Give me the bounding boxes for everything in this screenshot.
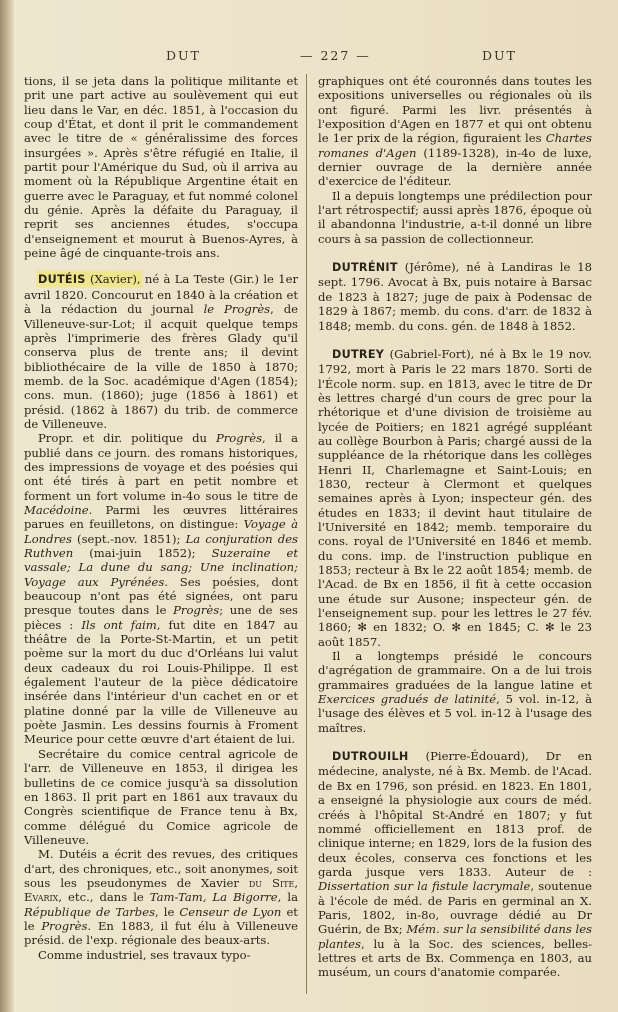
text: Propr. et dir. politique du [38,431,216,446]
entry-dutrouilh [318,749,592,980]
page-spine-shadow [0,0,14,1012]
italic-title: Ils ont faim [81,617,157,632]
italic-title: Suzeraine et vassale; La dune du sang; Une inclination; Voyage aux Pyrénées [24,546,298,589]
highlight [38,272,141,286]
paragraph-continued [318,74,592,189]
italic-title: le Progrès [203,302,271,317]
text: . Ses poésies, dont beaucoup n'ont pas été signées, ont paru presque toutes dans le [24,574,298,618]
italic-title: Macédoine [24,502,89,517]
text: . En 1883, il fut élu à Villeneuve présid. de l'exp. régionale des beaux-arts. [24,918,298,948]
italic-title: Tam-Tam, La Bigorre [149,890,278,905]
paragraph: Secrétaire du comice central agricole de l'arr. de Villeneuve en 1853, il dirigea les bulletins de ce comice jusqu'à sa dissolution en 1863. Il prit part en 1861 aux travaux du Congrès scientifique de France tenu à Bx, comme délégué du Comice agricole de Villeneuve. [24,746,298,847]
italic-title: La conjuration des Ruthven [24,531,298,560]
paragraph-continued: tions, il se jeta dans la politique militante et prit une part active au soulèvement qui eut lieu dans le Var, en déc. 1851, à l'occasion du coup d'État, et dont il prit le commandement avec le titre de « généralissime des forces insurgées ». Après s'être réfugié en Italie, il partit pour l'Amérique du Sud, où il arriva au moment où la République Argentine était en guerre avec le Paraguay, et fut nommé colonel du génie. Après la défaite du Paraguay, il reprit ses anciennes études, s'occupa d'enseignement et mourut à Buenos-Ayres, à peine âgé de cinquante-trois ans. [24,74,298,261]
left-column [24,74,298,962]
pseudonym: Evarix [24,890,59,905]
italic-title: Progrès [215,431,263,446]
entry-text: (Jérôme), né à Landiras le 18 sept. 1796. Avocat à Bx, puis notaire à Barsac de 1823 à 1827; juge de paix à Podensac de 1829 à 1867; memb. du cons. d'arr. de 1832 à 1848; memb. du cons. gén. de 1848 à 1852. [318,260,592,333]
italic-title: Progrès [173,603,220,618]
text: (1189-1328), in-4o de luxe, dernier ouvrage de la dernière année d'exercice de l'éditeur. [318,145,592,189]
entry-text: , de Villeneuve-sur-Lot; il acquit quelque temps après l'imprimerie des frères Glady qu'il conserva plus de trente ans; il devint bibliothécaire de la ville de 1850 à 1870; memb. de la Soc. académique d'Agen (1854); cons. mun. (1860); juge (1856 à 1861) et présid. (1862 à 1867) du trib. de commerce de Villeneuve. [24,302,298,431]
text: , le [155,904,180,919]
entry-dutrey [318,347,592,649]
italic-title: Chartes romanes d'Agen [318,131,592,160]
italic-title: Censeur de Lyon [179,904,282,919]
text: graphiques ont été couronnés dans toutes les expositions universelles ou régionales où ils ont figuré. Parmi les livr. présentés à l'exposition d'Agen en 1877 et qui ont obtenu le 1er prix de la région, figuraient les [318,74,592,146]
paragraph: Il a depuis longtemps une prédilection pour l'art rétrospectif; aussi après 1876, époque où il abandonna l'industrie, a-t-il donné un libre cours à sa passion de collectionneur. [318,188,592,246]
text: (mai-juin 1852); [73,546,212,560]
column-divider [306,74,307,994]
paragraph: Comme industriel, ses travaux typo- [38,947,251,962]
italic-title: Dissertation sur la fistule lacrymale [318,879,531,894]
running-head-right: DUT [482,48,517,63]
italic-title: Mém. sur la sensibilité dans les plantes [318,922,593,951]
entry-text: né à La Teste (Gir.) le 1er avril 1820. Concourut en 1840 à la création et à la rédaction du journal [24,272,298,317]
text: Il a longtemps présidé le concours d'agrégation de grammaire. On a de lui trois grammaires graduées de la langue latine et [318,649,592,692]
entry-headword: DUTROUILH [332,750,409,764]
text: , lu à la Soc. des sciences, belles-lettres et arts de Bx. Commença en 1803, au muséum, un cours d'anatomie comparée. [318,936,592,980]
entry-text: (Pierre-Édouard), Dr en médecine, analyste, né à Bx. Memb. de l'Acad. de Bx en 1796, son présid. en 1823. En 1801, a enseigné la physiologie aux cours de méd. créés à l'hôpital St-André en 1807; y fut nommé officiellement en 1813 prof. de clinique interne; en 1829, lors de la fusion des deux écoles, conserva ces fonctions et les garda jusque vers 1833. Auteur de : [318,749,592,879]
text: , fut dite en 1847 au théâtre de la Porte-St-Martin, et un petit poème sur la mort du duc d'Orléans lui valut deux cadeaux du roi Louis-Philippe. Il est également l'auteur de la pièce dédicatoire insérée dans l'intérieur d'un cachet en or et platine donné par la ville de Villeneuve au poète Jasmin. Les dessins fournis à Froment Meurice pour cette œuvre d'art étaient de lui. [24,617,298,747]
right-column [318,74,592,980]
text: et le [24,904,298,933]
italic-title: Exercices gradués de latinité [318,692,497,707]
text: , [294,875,298,890]
entry-forename: (Xavier), [89,272,141,287]
paragraph [24,431,298,747]
italic-title: Voyage à Londres [24,517,298,546]
entry-headword: DUTÉIS [38,273,86,287]
text: , etc., dans le [58,890,150,905]
italic-title: Progrès [41,918,88,933]
paragraph [318,649,592,735]
paragraph [24,847,298,947]
running-head [20,48,610,68]
text: . Parmi les œuvres littéraires parues en feuilletons, on distingue: [24,502,298,532]
entry-headword: DUTREY [332,347,385,361]
text: ; une de ses pièces : [24,603,298,632]
italic-title: République de Tarbes [24,904,156,919]
text: , soutenue à l'école de méd. de Paris en germinal an X. Paris, 1802, in-8o, ouvrage dédié au Dr Guérin, de Bx; [318,879,592,937]
entry-dutrenit [318,260,592,333]
entry-duteis [24,272,298,431]
pseudonym: du Site [248,875,295,890]
text: (sept.-nov. 1851); [71,531,186,546]
running-head-left: DUT [166,48,201,63]
text: , il a publié dans ce journ. des romans historiques, des impressions de voyage et des poésies qui ont été tirés à part en petit nombre et forment un fort volume in-4o sous le titre de [24,431,298,503]
text: , la [277,890,298,905]
entry-text: (Gabriel-Fort), né à Bx le 19 nov. 1792, mort à Paris le 22 mars 1870. Sorti de l'École norm. sup. en 1813, avec le titre de Dr ès lettres chargé d'un cours de grec pour la rhétorique et d'une division de troisième au lycée de Poitiers; en 1821 agrégé suppléant au collège Bourbon à Paris; chargé aussi de la suppléance de la rhétorique dans les collèges Henri II, Charlemagne et Saint-Louis; en 1830, recteur à Clermont et quelques semaines après à Lyon; inspecteur gén. des études en 1833; il devint haut titulaire de l'Université en 1842; memb. temporaire du cons. royal de l'Université en 1846 et memb. du cons. imp. de l'instruction publique en 1853; recteur à Bx le 22 août 1854; memb. de l'Acad. de Bx en 1856, il fit à cette occasion une étude sur Ausone; inspecteur gén. de l'enseignement sup. pour les lettres le 27 fév. 1860; ✻ en 1832; O. ✻ en 1845; C. ✻ le 23 août 1857. [318,346,592,649]
text: M. Dutéis a écrit des revues, des critiques d'art, des chroniques, etc., soit anonymes, soit sous les pseudonymes de Xavier [24,847,298,890]
page-number: — 227 — [300,48,371,63]
entry-headword: DUTRÉNIT [332,261,398,275]
text: , 5 vol. in-12, à l'usage des élèves et 5 vol. in-12 à l'usage des maîtres. [318,692,592,735]
